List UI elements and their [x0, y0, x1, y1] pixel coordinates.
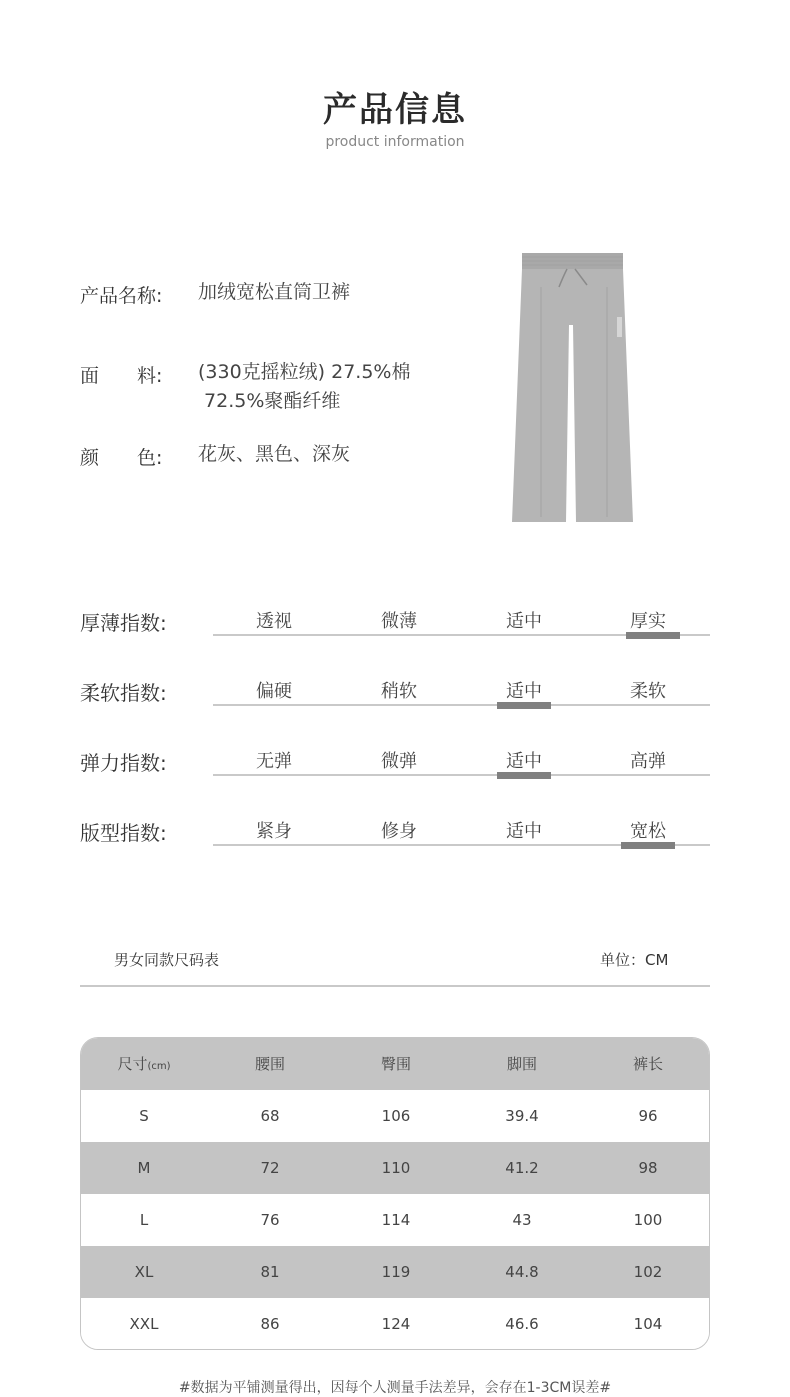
table-cell: M [137, 1159, 151, 1177]
table-cell: 44.8 [505, 1263, 539, 1281]
index-label: 厚薄指数: [80, 611, 167, 635]
size-header-unit: (cm) [147, 1061, 171, 1072]
table-header-cell: 腰围 [254, 1055, 285, 1073]
index-line [213, 704, 710, 706]
page-title: 产品信息 [323, 90, 467, 130]
table-cell: L [139, 1211, 149, 1229]
table-cell: 46.6 [505, 1315, 539, 1333]
table-cell: 114 [381, 1211, 411, 1229]
table-cell: 76 [260, 1211, 280, 1229]
table-header-cell: 脚围 [506, 1055, 537, 1073]
table-cell: 68 [260, 1107, 280, 1125]
index-selected-bar [497, 772, 551, 779]
table-header-cell [81, 1038, 207, 1090]
index-label: 弹力指数: [80, 751, 167, 775]
table-header-cell: 裤长 [632, 1055, 663, 1073]
table-row [81, 1298, 710, 1350]
info-label-color: 颜 色: [80, 447, 163, 469]
table-cell: 98 [638, 1159, 658, 1177]
table-cell: S [139, 1107, 149, 1125]
table-cell: 110 [381, 1159, 411, 1177]
table-row [81, 1246, 710, 1298]
index-option: 无弹 [256, 751, 292, 772]
index-option-selected: 宽松 [630, 821, 666, 842]
index-option-selected: 厚实 [630, 611, 666, 632]
index-option: 高弹 [630, 751, 666, 772]
table-cell: 86 [260, 1315, 280, 1333]
table-row [81, 1194, 710, 1246]
page-subtitle: product information [325, 134, 465, 150]
table-cell: 41.2 [505, 1159, 539, 1177]
table-cell: 39.4 [505, 1107, 539, 1125]
pants-image [505, 247, 640, 527]
table-cell: 106 [381, 1107, 411, 1125]
index-option: 微薄 [381, 611, 417, 632]
info-value-fabric-line1: (330克摇粒绒) 27.5%棉 [198, 361, 411, 383]
table-cell: XL [134, 1263, 154, 1281]
index-selected-bar [497, 702, 551, 709]
table-row [81, 1090, 710, 1142]
info-value-name: 加绒宽松直筒卫裤 [198, 281, 351, 303]
index-selected-bar [621, 842, 675, 849]
table-cell: 119 [381, 1263, 411, 1281]
index-line [213, 774, 710, 776]
index-option: 适中 [506, 821, 542, 842]
index-option: 稍软 [381, 681, 417, 702]
table-cell: 96 [638, 1107, 658, 1125]
index-label: 版型指数: [80, 821, 167, 845]
index-option: 微弹 [381, 751, 417, 772]
index-label: 柔软指数: [80, 681, 167, 705]
table-header-row [81, 1038, 710, 1090]
table-cell: 100 [633, 1211, 663, 1229]
index-option: 紧身 [256, 821, 292, 842]
size-table [80, 1037, 710, 1350]
index-option-selected: 适中 [506, 681, 542, 702]
table-header-cell: 臀围 [380, 1055, 411, 1073]
info-label-fabric: 面 料: [80, 365, 163, 387]
index-option: 透视 [256, 611, 292, 632]
table-cell: 104 [633, 1315, 663, 1333]
index-option: 柔软 [630, 681, 666, 702]
table-cell: 81 [260, 1263, 280, 1281]
info-value-fabric-line2: 72.5%聚酯纤维 [198, 390, 341, 412]
table-cell: 43 [512, 1211, 532, 1229]
table-cell: 102 [633, 1263, 663, 1281]
index-option: 偏硬 [256, 681, 292, 702]
index-option: 适中 [506, 611, 542, 632]
index-option-selected: 适中 [506, 751, 542, 772]
table-cell: 124 [381, 1315, 411, 1333]
size-chart-title: 男女同款尺码表 [114, 951, 220, 969]
index-option: 修身 [381, 821, 417, 842]
size-chart-unit: 单位：CM [600, 951, 669, 969]
info-value-color: 花灰、黑色、深灰 [198, 443, 351, 465]
table-cell: 72 [260, 1159, 280, 1177]
table-row [81, 1142, 710, 1194]
footer-note: #数据为平铺测量得出，因每个人测量手法差异，会存在1-3CM误差# [178, 1380, 612, 1396]
info-label-name: 产品名称: [80, 285, 163, 307]
size-header-label: 尺寸 [117, 1055, 148, 1073]
index-selected-bar [626, 632, 680, 639]
divider [80, 985, 710, 987]
table-cell: XXL [129, 1315, 159, 1333]
